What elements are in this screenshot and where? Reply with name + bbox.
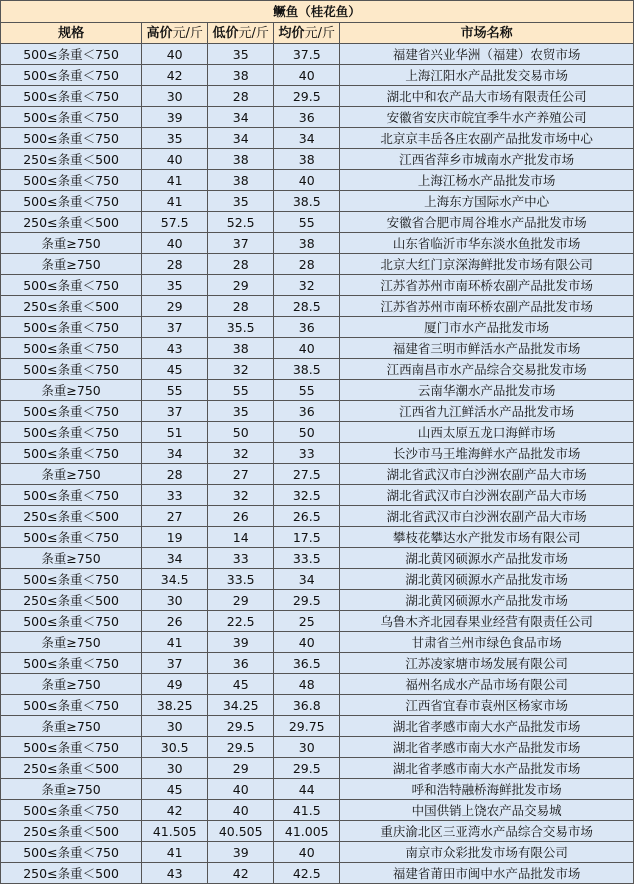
cell-high-price: 42	[142, 65, 208, 86]
table-row	[1, 611, 634, 632]
cell-market: 湖北省孝感市南大水产品批发市场	[340, 758, 634, 779]
table-row	[1, 653, 634, 674]
cell-avg-price: 38	[274, 149, 340, 170]
cell-avg-price: 26.5	[274, 506, 340, 527]
cell-high-price: 35	[142, 128, 208, 149]
table-row	[1, 485, 634, 506]
cell-spec: 500≤条重＜750	[1, 191, 142, 212]
cell-low-price: 40	[208, 800, 274, 821]
header-high-unit: 元/斤	[172, 25, 203, 41]
cell-avg-price: 36	[274, 317, 340, 338]
cell-market: 湖北省武汉市白沙洲农副产品大市场	[340, 485, 634, 506]
table-row	[1, 44, 634, 65]
cell-low-price: 29	[208, 758, 274, 779]
cell-high-price: 40	[142, 233, 208, 254]
cell-low-price: 38	[208, 149, 274, 170]
cell-market: 攀枝花攀达水产批发市场有限公司	[340, 527, 634, 548]
cell-avg-price: 27.5	[274, 464, 340, 485]
cell-spec: 250≤条重＜500	[1, 149, 142, 170]
header-avg-label: 均价	[278, 25, 305, 41]
cell-high-price: 26	[142, 611, 208, 632]
cell-low-price: 39	[208, 842, 274, 863]
cell-low-price: 36	[208, 653, 274, 674]
cell-spec: 条重≥750	[1, 632, 142, 653]
cell-avg-price: 44	[274, 779, 340, 800]
cell-high-price: 30	[142, 590, 208, 611]
cell-spec: 500≤条重＜750	[1, 107, 142, 128]
cell-high-price: 30	[142, 716, 208, 737]
cell-spec: 250≤条重＜500	[1, 863, 142, 884]
cell-avg-price: 55	[274, 212, 340, 233]
cell-market: 南京市众彩批发市场有限公司	[340, 842, 634, 863]
cell-high-price: 41	[142, 842, 208, 863]
table-row	[1, 590, 634, 611]
cell-avg-price: 32	[274, 275, 340, 296]
cell-low-price: 35.5	[208, 317, 274, 338]
cell-avg-price: 40	[274, 338, 340, 359]
cell-low-price: 29.5	[208, 737, 274, 758]
table-title-row	[1, 1, 634, 23]
cell-spec: 条重≥750	[1, 674, 142, 695]
cell-spec: 500≤条重＜750	[1, 44, 142, 65]
cell-market: 江苏省苏州市南环桥农副产品批发市场	[340, 296, 634, 317]
cell-low-price: 32	[208, 485, 274, 506]
cell-avg-price: 25	[274, 611, 340, 632]
cell-avg-price: 48	[274, 674, 340, 695]
table-row	[1, 863, 634, 884]
cell-spec: 500≤条重＜750	[1, 65, 142, 86]
cell-low-price: 55	[208, 380, 274, 401]
table-row	[1, 128, 634, 149]
cell-spec: 条重≥750	[1, 233, 142, 254]
cell-low-price: 37	[208, 233, 274, 254]
cell-market: 山西太原五龙口海鲜市场	[340, 422, 634, 443]
cell-low-price: 34	[208, 107, 274, 128]
cell-spec: 条重≥750	[1, 380, 142, 401]
table-row	[1, 191, 634, 212]
cell-spec: 500≤条重＜750	[1, 485, 142, 506]
cell-market: 重庆渝北区三亚湾水产品综合交易市场	[340, 821, 634, 842]
cell-market: 湖北省孝感市南大水产品批发市场	[340, 716, 634, 737]
table-row	[1, 758, 634, 779]
cell-avg-price: 32.5	[274, 485, 340, 506]
header-spec: 规格	[1, 23, 142, 44]
cell-high-price: 45	[142, 779, 208, 800]
cell-avg-price: 40	[274, 842, 340, 863]
cell-high-price: 28	[142, 464, 208, 485]
cell-avg-price: 40	[274, 65, 340, 86]
cell-avg-price: 33.5	[274, 548, 340, 569]
cell-spec: 500≤条重＜750	[1, 569, 142, 590]
table-row	[1, 233, 634, 254]
cell-high-price: 39	[142, 107, 208, 128]
table-row	[1, 296, 634, 317]
cell-spec: 500≤条重＜750	[1, 401, 142, 422]
table-row	[1, 254, 634, 275]
table-title: 鳜鱼（桂花鱼）	[1, 1, 634, 23]
cell-avg-price: 40	[274, 170, 340, 191]
cell-spec: 条重≥750	[1, 254, 142, 275]
cell-market: 云南华潮水产品批发市场	[340, 380, 634, 401]
table-row	[1, 86, 634, 107]
cell-low-price: 32	[208, 443, 274, 464]
cell-high-price: 34.5	[142, 569, 208, 590]
cell-market: 长沙市马王堆海鲜水产品批发市场	[340, 443, 634, 464]
cell-spec: 500≤条重＜750	[1, 800, 142, 821]
cell-spec: 500≤条重＜750	[1, 338, 142, 359]
table-row	[1, 632, 634, 653]
cell-avg-price: 38	[274, 233, 340, 254]
cell-high-price: 34	[142, 548, 208, 569]
cell-low-price: 38	[208, 170, 274, 191]
cell-market: 上海江杨水产品批发市场	[340, 170, 634, 191]
cell-low-price: 40	[208, 779, 274, 800]
cell-market: 福州名成水产品市场有限公司	[340, 674, 634, 695]
cell-spec: 250≤条重＜500	[1, 590, 142, 611]
cell-spec: 条重≥750	[1, 548, 142, 569]
header-market: 市场名称	[340, 23, 634, 44]
cell-low-price: 28	[208, 296, 274, 317]
cell-low-price: 35	[208, 401, 274, 422]
cell-high-price: 35	[142, 275, 208, 296]
cell-spec: 500≤条重＜750	[1, 128, 142, 149]
cell-low-price: 14	[208, 527, 274, 548]
cell-market: 湖北黄冈硕源水产品批发市场	[340, 590, 634, 611]
cell-high-price: 57.5	[142, 212, 208, 233]
cell-market: 湖北黄冈硕源水产品批发市场	[340, 569, 634, 590]
cell-low-price: 39	[208, 632, 274, 653]
table-row	[1, 107, 634, 128]
cell-high-price: 43	[142, 863, 208, 884]
cell-market: 福建省兴业华洲（福建）农贸市场	[340, 44, 634, 65]
cell-avg-price: 34	[274, 128, 340, 149]
cell-low-price: 35	[208, 44, 274, 65]
cell-avg-price: 55	[274, 380, 340, 401]
table-row	[1, 779, 634, 800]
cell-low-price: 29	[208, 590, 274, 611]
cell-avg-price: 28.5	[274, 296, 340, 317]
cell-low-price: 27	[208, 464, 274, 485]
cell-spec: 250≤条重＜500	[1, 758, 142, 779]
cell-spec: 250≤条重＜500	[1, 212, 142, 233]
table-row	[1, 695, 634, 716]
table-body	[1, 44, 634, 884]
cell-high-price: 30.5	[142, 737, 208, 758]
cell-market: 江苏凌家塘市场发展有限公司	[340, 653, 634, 674]
cell-market: 湖北省武汉市白沙洲农副产品大市场	[340, 464, 634, 485]
header-high-price	[142, 23, 208, 44]
cell-spec: 500≤条重＜750	[1, 359, 142, 380]
table-row	[1, 380, 634, 401]
table-row	[1, 737, 634, 758]
cell-market: 江西省宜春市袁州区杨家市场	[340, 695, 634, 716]
cell-spec: 500≤条重＜750	[1, 422, 142, 443]
header-avg-unit: 元/斤	[304, 25, 335, 41]
cell-high-price: 37	[142, 653, 208, 674]
cell-market: 山东省临沂市华东淡水鱼批发市场	[340, 233, 634, 254]
table-row	[1, 149, 634, 170]
cell-low-price: 38	[208, 65, 274, 86]
cell-low-price: 34.25	[208, 695, 274, 716]
table-row	[1, 401, 634, 422]
cell-spec: 500≤条重＜750	[1, 611, 142, 632]
cell-market: 江西南昌市水产品综合交易批发市场	[340, 359, 634, 380]
cell-high-price: 40	[142, 44, 208, 65]
cell-high-price: 37	[142, 317, 208, 338]
cell-high-price: 19	[142, 527, 208, 548]
cell-market: 福建省莆田市闽中水产品批发市场	[340, 863, 634, 884]
cell-avg-price: 17.5	[274, 527, 340, 548]
cell-high-price: 45	[142, 359, 208, 380]
cell-low-price: 50	[208, 422, 274, 443]
cell-low-price: 34	[208, 128, 274, 149]
cell-high-price: 55	[142, 380, 208, 401]
cell-spec: 500≤条重＜750	[1, 170, 142, 191]
cell-avg-price: 30	[274, 737, 340, 758]
header-low-label: 低价	[212, 25, 239, 41]
cell-high-price: 49	[142, 674, 208, 695]
table-row	[1, 422, 634, 443]
cell-low-price: 42	[208, 863, 274, 884]
cell-high-price: 41	[142, 191, 208, 212]
cell-low-price: 22.5	[208, 611, 274, 632]
cell-low-price: 29.5	[208, 716, 274, 737]
header-avg-price	[274, 23, 340, 44]
cell-spec: 500≤条重＜750	[1, 842, 142, 863]
cell-low-price: 45	[208, 674, 274, 695]
table-row	[1, 527, 634, 548]
cell-market: 上海东方国际水产中心	[340, 191, 634, 212]
cell-avg-price: 33	[274, 443, 340, 464]
cell-low-price: 28	[208, 254, 274, 275]
cell-low-price: 26	[208, 506, 274, 527]
cell-high-price: 41.505	[142, 821, 208, 842]
cell-market: 北京大红门京深海鲜批发市场有限公司	[340, 254, 634, 275]
cell-spec: 250≤条重＜500	[1, 296, 142, 317]
table-row	[1, 821, 634, 842]
cell-avg-price: 28	[274, 254, 340, 275]
table-row	[1, 359, 634, 380]
cell-high-price: 37	[142, 401, 208, 422]
table-row	[1, 674, 634, 695]
table-row	[1, 275, 634, 296]
cell-high-price: 28	[142, 254, 208, 275]
cell-spec: 条重≥750	[1, 464, 142, 485]
cell-market: 湖北中和农产品大市场有限责任公司	[340, 86, 634, 107]
cell-spec: 500≤条重＜750	[1, 653, 142, 674]
cell-market: 安徽省合肥市周谷堆水产品批发市场	[340, 212, 634, 233]
table-row	[1, 212, 634, 233]
cell-market: 北京京丰岳各庄农副产品批发市场中心	[340, 128, 634, 149]
cell-market: 江苏省苏州市南环桥农副产品批发市场	[340, 275, 634, 296]
cell-market: 湖北省孝感市南大水产品批发市场	[340, 737, 634, 758]
cell-avg-price: 38.5	[274, 191, 340, 212]
cell-market: 上海江阳水产品批发交易市场	[340, 65, 634, 86]
cell-low-price: 33	[208, 548, 274, 569]
cell-high-price: 42	[142, 800, 208, 821]
header-low-price	[208, 23, 274, 44]
table-row	[1, 716, 634, 737]
cell-market: 甘肃省兰州市绿色食品市场	[340, 632, 634, 653]
cell-spec: 500≤条重＜750	[1, 317, 142, 338]
cell-market: 福建省三明市鲜活水产品批发市场	[340, 338, 634, 359]
cell-avg-price: 36	[274, 107, 340, 128]
cell-market: 江西省九江鲜活水产品批发市场	[340, 401, 634, 422]
cell-market: 乌鲁木齐北园春果业经营有限责任公司	[340, 611, 634, 632]
cell-high-price: 51	[142, 422, 208, 443]
cell-low-price: 52.5	[208, 212, 274, 233]
table-row	[1, 842, 634, 863]
cell-low-price: 40.505	[208, 821, 274, 842]
cell-spec: 500≤条重＜750	[1, 443, 142, 464]
cell-low-price: 32	[208, 359, 274, 380]
cell-high-price: 30	[142, 86, 208, 107]
header-high-label: 高价	[146, 25, 173, 41]
cell-avg-price: 29.5	[274, 758, 340, 779]
cell-avg-price: 29.5	[274, 86, 340, 107]
cell-spec: 500≤条重＜750	[1, 275, 142, 296]
cell-spec: 条重≥750	[1, 716, 142, 737]
table-row	[1, 506, 634, 527]
cell-high-price: 33	[142, 485, 208, 506]
cell-low-price: 29	[208, 275, 274, 296]
cell-avg-price: 50	[274, 422, 340, 443]
cell-avg-price: 41.5	[274, 800, 340, 821]
cell-market: 安徽省安庆市皖宜季牛水产养殖公司	[340, 107, 634, 128]
cell-avg-price: 36.5	[274, 653, 340, 674]
cell-avg-price: 36.8	[274, 695, 340, 716]
cell-high-price: 30	[142, 758, 208, 779]
table-header-row	[1, 23, 634, 44]
cell-high-price: 38.25	[142, 695, 208, 716]
cell-market: 厦门市水产品批发市场	[340, 317, 634, 338]
cell-avg-price: 38.5	[274, 359, 340, 380]
cell-avg-price: 36	[274, 401, 340, 422]
cell-low-price: 35	[208, 191, 274, 212]
table-row	[1, 569, 634, 590]
cell-high-price: 41	[142, 170, 208, 191]
cell-market: 湖北黄冈硕源水产品批发市场	[340, 548, 634, 569]
cell-spec: 条重≥750	[1, 779, 142, 800]
table-row	[1, 800, 634, 821]
cell-market: 中国供销上饶农产品交易城	[340, 800, 634, 821]
cell-market: 江西省萍乡市城南水产批发市场	[340, 149, 634, 170]
header-low-unit: 元/斤	[238, 25, 269, 41]
cell-avg-price: 29.75	[274, 716, 340, 737]
cell-high-price: 34	[142, 443, 208, 464]
table-row	[1, 443, 634, 464]
cell-market: 湖北省武汉市白沙洲农副产品大市场	[340, 506, 634, 527]
cell-high-price: 29	[142, 296, 208, 317]
table-row	[1, 548, 634, 569]
cell-high-price: 40	[142, 149, 208, 170]
cell-low-price: 38	[208, 338, 274, 359]
cell-spec: 500≤条重＜750	[1, 695, 142, 716]
cell-avg-price: 37.5	[274, 44, 340, 65]
cell-avg-price: 40	[274, 632, 340, 653]
cell-high-price: 41	[142, 632, 208, 653]
cell-high-price: 27	[142, 506, 208, 527]
cell-avg-price: 42.5	[274, 863, 340, 884]
cell-avg-price: 41.005	[274, 821, 340, 842]
cell-spec: 250≤条重＜500	[1, 821, 142, 842]
table-row	[1, 65, 634, 86]
table-row	[1, 170, 634, 191]
cell-high-price: 43	[142, 338, 208, 359]
cell-spec: 500≤条重＜750	[1, 737, 142, 758]
cell-spec: 250≤条重＜500	[1, 506, 142, 527]
cell-spec: 500≤条重＜750	[1, 86, 142, 107]
table-row	[1, 317, 634, 338]
cell-spec: 500≤条重＜750	[1, 527, 142, 548]
table-row	[1, 464, 634, 485]
table-row	[1, 338, 634, 359]
cell-avg-price: 29.5	[274, 590, 340, 611]
cell-market: 呼和浩特融桥海鲜批发市场	[340, 779, 634, 800]
cell-low-price: 33.5	[208, 569, 274, 590]
cell-low-price: 28	[208, 86, 274, 107]
cell-avg-price: 34	[274, 569, 340, 590]
